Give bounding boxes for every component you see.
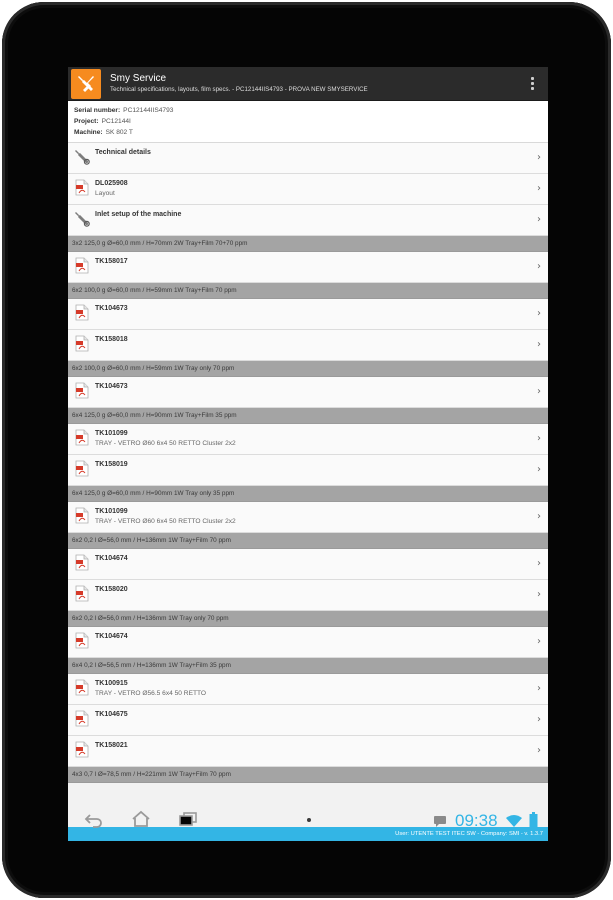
pdf-icon [71,252,93,283]
list-item-text [93,627,548,642]
app-screen [68,67,548,841]
list-item-text [93,205,548,220]
list-item-subtitle: TRAY - VETRO Ø60 6x4 50 RETTO Cluster 2x2 [95,518,236,525]
pdf-icon [71,580,93,611]
project-label: Project: [74,118,99,125]
pdf-icon [71,627,93,658]
list-item[interactable] [68,674,548,705]
list-item-text [93,299,548,314]
list-item-title: TK100915 [95,680,128,687]
chevron-right-icon: › [537,511,541,522]
clock: 09:38 [455,811,498,830]
list-item-subtitle: TRAY - VETRO Ø56.5 6x4 50 RETTO [95,690,207,697]
camera-dot [307,818,311,822]
home-icon[interactable] [131,810,151,828]
list-item-title: TK101099 [95,508,128,515]
list-item-text [93,549,548,564]
serial-number-label: Serial number: [74,107,121,114]
chevron-right-icon: › [537,261,541,272]
list-item-title: Technical details [95,149,151,156]
wifi-icon [506,814,522,827]
list-item-text [93,143,548,158]
list-item-title: TK104674 [95,633,128,640]
chevron-right-icon: › [537,386,541,397]
list-item-title: TK101099 [95,430,128,437]
section-header: 6x2 100,0 g Ø=60,0 mm / H=59mm 1W Tray only 70 ppm [68,361,548,377]
list-item[interactable] [68,580,548,611]
serial-number-value: PC12144IIS4793 [123,107,174,114]
pdf-icon [71,549,93,580]
app-title: Smy Service [110,73,167,84]
list-item[interactable] [68,627,548,658]
chevron-right-icon: › [537,714,541,725]
overflow-menu-icon[interactable] [524,67,540,101]
list-item[interactable] [68,455,548,486]
section-header: 6x2 100,0 g Ø=60,0 mm / H=59mm 1W Tray+Film 70 ppm [68,283,548,299]
wrench-icon [71,205,93,236]
section-header: 6x2 0,2 l Ø=56,0 mm / H=136mm 1W Tray+Film 70 ppm [68,533,548,549]
chevron-right-icon: › [537,745,541,756]
pdf-icon [71,424,93,455]
chevron-right-icon: › [537,214,541,225]
list-item-text [93,252,548,267]
list-item[interactable] [68,299,548,330]
list-item-subtitle: TRAY - VETRO Ø60 6x4 50 RETTO Cluster 2x2 [95,440,236,447]
pdf-icon [71,502,93,533]
list-item-title: TK104675 [95,711,128,718]
app-subtitle: Technical specifications, layouts, film specs. - PC12144IIS4793 - PROVA NEW SMYSERVICE [110,86,368,93]
document-list [68,143,548,783]
chevron-right-icon: › [537,589,541,600]
list-item[interactable] [68,377,548,408]
pdf-icon [71,377,93,408]
machine-info [68,101,548,143]
list-item[interactable] [68,502,548,533]
list-item-title: TK158020 [95,586,128,593]
list-item-text [93,502,548,527]
list-item[interactable] [68,205,548,236]
chevron-right-icon: › [537,433,541,444]
pdf-icon [71,330,93,361]
chevron-right-icon: › [537,558,541,569]
section-header: 6x4 125,0 g Ø=60,0 mm / H=90mm 1W Tray only 35 ppm [68,486,548,502]
list-item-text [93,705,548,720]
user-status-bar: User: UTENTE TEST ITEC SW - Company: SMI - v. 1.3.7 [68,827,548,841]
list-item-title: TK158018 [95,336,128,343]
recents-icon[interactable] [178,811,198,827]
section-header: 6x4 0,2 l Ø=56,5 mm / H=136mm 1W Tray+Film 35 ppm [68,658,548,674]
pdf-icon [71,299,93,330]
list-item[interactable] [68,736,548,767]
pdf-icon [71,174,93,205]
list-item-text [93,330,548,345]
list-item-title: TK158021 [95,742,128,749]
list-item-text [93,424,548,449]
chevron-right-icon: › [537,339,541,350]
system-navigation-bar [68,841,548,881]
list-item-title: TK158019 [95,461,128,468]
list-item-title: TK104674 [95,555,128,562]
list-item-title: Inlet setup of the machine [95,211,182,218]
battery-icon [529,812,538,828]
list-item[interactable] [68,549,548,580]
machine-row [74,127,542,138]
list-item-text [93,377,548,392]
back-icon[interactable] [84,812,104,828]
list-item-title: DL025908 [95,180,128,187]
notification-icon[interactable] [433,815,447,827]
chevron-right-icon: › [537,183,541,194]
list-item[interactable] [68,424,548,455]
list-item[interactable] [68,252,548,283]
list-item-text [93,455,548,470]
list-item-text [93,736,548,751]
pdf-icon [71,736,93,767]
pdf-icon [71,705,93,736]
list-item[interactable] [68,705,548,736]
section-header: 6x2 0,2 l Ø=56,0 mm / H=136mm 1W Tray only 70 ppm [68,611,548,627]
machine-value: SK 802 T [105,129,133,136]
list-item-text [93,674,548,699]
serial-number-row [74,105,542,116]
machine-label: Machine: [74,129,103,136]
list-item[interactable] [68,174,548,205]
list-item-title: TK104673 [95,383,128,390]
pdf-icon [71,674,93,705]
chevron-right-icon: › [537,152,541,163]
chevron-right-icon: › [537,464,541,475]
list-item-text [93,174,548,199]
section-header: 6x4 125,0 g Ø=60,0 mm / H=90mm 1W Tray+Film 35 ppm [68,408,548,424]
action-bar [68,67,548,101]
list-item-title: TK158017 [95,258,128,265]
list-item-title: TK104673 [95,305,128,312]
section-header: 4x3 0,7 l Ø=78,5 mm / H=221mm 1W Tray+Film 70 ppm [68,767,548,783]
list-item[interactable] [68,143,548,174]
list-item[interactable] [68,330,548,361]
wrench-icon [71,143,93,174]
project-row [74,116,542,127]
chevron-right-icon: › [537,683,541,694]
chevron-right-icon: › [537,636,541,647]
project-value: PC12144I [101,118,131,125]
list-item-text [93,580,548,595]
section-header: 3x2 125,0 g Ø=60,0 mm / H=70mm 2W Tray+Film 70+70 ppm [68,236,548,252]
pdf-icon [71,455,93,486]
list-item-subtitle: Layout [95,190,115,197]
app-logo-icon[interactable] [71,69,101,99]
chevron-right-icon: › [537,308,541,319]
